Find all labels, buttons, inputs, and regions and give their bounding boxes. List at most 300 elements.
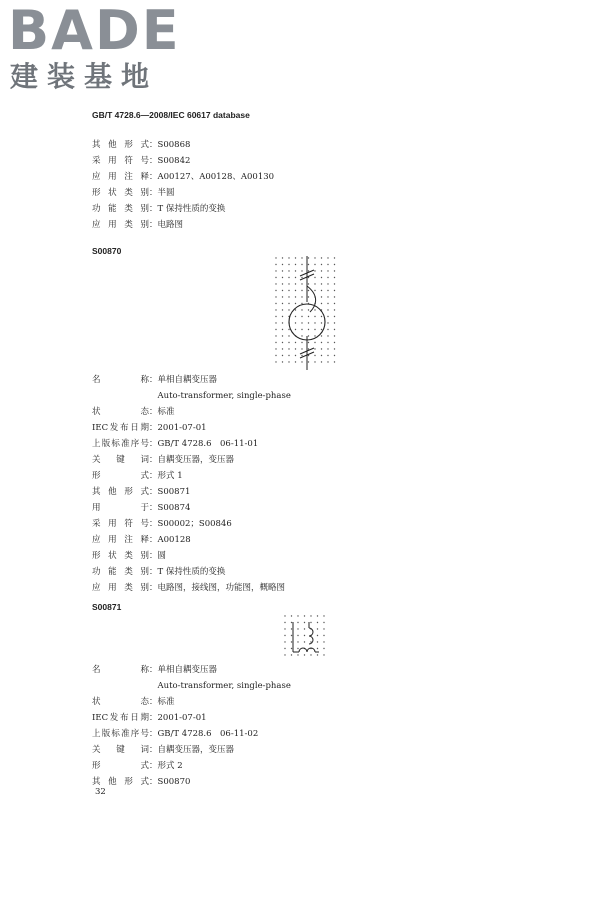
field-row xyxy=(92,404,291,420)
field-label: 应用注释 xyxy=(92,535,149,545)
grid-dot xyxy=(288,296,289,297)
grid-dot xyxy=(314,342,315,343)
grid-dot xyxy=(295,329,296,330)
grid-dot xyxy=(275,270,276,271)
grid-dot xyxy=(301,277,302,278)
grid-dot xyxy=(321,270,322,271)
grid-dot xyxy=(323,615,324,616)
field-value: 形式 2 xyxy=(157,761,183,771)
grid-dot xyxy=(288,290,289,291)
grid-dot xyxy=(317,615,318,616)
field-colon: ： xyxy=(149,697,158,707)
grid-dot xyxy=(284,635,285,636)
field-row xyxy=(92,137,274,153)
grid-dot xyxy=(321,283,322,284)
field-row xyxy=(92,185,274,201)
field-label: 名称 xyxy=(92,375,149,385)
grid-dot xyxy=(310,641,311,642)
field-label: 采用符号 xyxy=(92,519,149,529)
grid-dot xyxy=(282,257,283,258)
grid-dot xyxy=(282,316,283,317)
autotransformer-coil-symbol xyxy=(283,614,329,660)
grid-dot xyxy=(275,329,276,330)
grid-dot xyxy=(295,309,296,310)
grid-dot xyxy=(308,348,309,349)
grid-dot xyxy=(323,641,324,642)
grid-dot xyxy=(308,257,309,258)
field-value: GB/T 4728.6 06-11-02 xyxy=(157,729,259,739)
grid-dot xyxy=(301,342,302,343)
grid-dot xyxy=(275,348,276,349)
grid-dot xyxy=(314,361,315,362)
field-label: 关键词 xyxy=(92,745,149,755)
field-colon xyxy=(149,388,158,404)
grid-dot xyxy=(282,348,283,349)
field-row xyxy=(92,532,291,548)
grid-dot xyxy=(275,290,276,291)
field-value: 圆 xyxy=(157,551,167,561)
grid-dot xyxy=(295,296,296,297)
field-row xyxy=(92,452,291,468)
logo xyxy=(8,0,181,99)
field-label: 上版标准序号 xyxy=(92,729,149,739)
field-colon: ： xyxy=(149,188,158,198)
grid-dot xyxy=(275,277,276,278)
grid-dot xyxy=(308,290,309,291)
field-colon: ： xyxy=(149,140,158,150)
grid-dot xyxy=(334,342,335,343)
grid-dot xyxy=(288,283,289,284)
grid-dot xyxy=(327,348,328,349)
grid-dot xyxy=(297,615,298,616)
grid-dot xyxy=(282,342,283,343)
grid-dot xyxy=(288,257,289,258)
grid-dot xyxy=(314,329,315,330)
field-value: 2001-07-01 xyxy=(157,423,207,433)
grid-dot xyxy=(275,303,276,304)
grid-dot xyxy=(321,322,322,323)
grid-dot xyxy=(297,648,298,649)
grid-dot xyxy=(288,329,289,330)
grid-dot xyxy=(323,622,324,623)
grid-dot xyxy=(301,257,302,258)
grid-dot xyxy=(314,322,315,323)
grid-dot xyxy=(284,615,285,616)
grid-dot xyxy=(301,322,302,323)
grid-dot xyxy=(321,316,322,317)
field-list-top xyxy=(92,137,274,233)
grid-dot xyxy=(308,270,309,271)
grid-dot xyxy=(314,335,315,336)
grid-dot xyxy=(308,316,309,317)
grid-dot xyxy=(288,355,289,356)
field-colon: ： xyxy=(149,471,158,481)
grid-dot xyxy=(284,628,285,629)
grid-dot xyxy=(327,257,328,258)
grid-dot xyxy=(282,335,283,336)
field-row xyxy=(92,217,274,233)
grid-dot xyxy=(321,257,322,258)
grid-dot xyxy=(334,290,335,291)
field-colon: ： xyxy=(149,519,158,529)
grid-dot xyxy=(327,329,328,330)
field-label: 用于 xyxy=(92,503,149,513)
logo-subtitle: 建装基地 xyxy=(10,60,159,93)
grid-dot xyxy=(334,264,335,265)
field-row xyxy=(92,468,291,484)
grid-dot xyxy=(275,309,276,310)
field-label: 形状类别 xyxy=(92,551,149,561)
grid-dot xyxy=(288,309,289,310)
field-row xyxy=(92,153,274,169)
field-value: S00002；S00846 xyxy=(157,519,232,529)
grid-dot xyxy=(308,342,309,343)
field-row xyxy=(92,726,291,742)
grid-dot xyxy=(321,355,322,356)
grid-dot xyxy=(301,355,302,356)
grid-dot xyxy=(321,296,322,297)
field-value: 半圆 xyxy=(157,188,175,198)
grid-dot xyxy=(284,648,285,649)
grid-dot xyxy=(295,322,296,323)
field-row xyxy=(92,484,291,500)
grid-dot xyxy=(301,361,302,362)
grid-dot xyxy=(334,335,335,336)
field-row xyxy=(92,548,291,564)
field-row xyxy=(92,710,291,726)
field-row xyxy=(92,169,274,185)
grid-dot xyxy=(327,270,328,271)
field-colon: ： xyxy=(149,761,158,771)
grid-dot xyxy=(308,309,309,310)
grid-dot xyxy=(327,361,328,362)
grid-dot xyxy=(327,277,328,278)
grid-dot xyxy=(288,342,289,343)
grid-dot xyxy=(314,283,315,284)
grid-dot xyxy=(282,290,283,291)
grid-dot xyxy=(301,335,302,336)
grid-dot xyxy=(275,296,276,297)
grid-dot xyxy=(327,309,328,310)
grid-dot xyxy=(317,641,318,642)
field-value: 自耦变压器，变压器 xyxy=(157,455,235,465)
grid-dot xyxy=(301,316,302,317)
grid-dot xyxy=(301,309,302,310)
grid-dot xyxy=(308,322,309,323)
field-value: A00127、A00128、A00130 xyxy=(157,172,275,182)
grid-dot xyxy=(334,277,335,278)
grid-dot xyxy=(308,264,309,265)
grid-dot xyxy=(288,277,289,278)
grid-dot xyxy=(334,348,335,349)
standard-header: GB/T 4728.6—2008/IEC 60617 database xyxy=(92,110,250,120)
field-colon: ： xyxy=(149,745,158,755)
field-label: 功能类别 xyxy=(92,567,149,577)
field-colon: ： xyxy=(149,713,158,723)
field-value: 标准 xyxy=(157,407,175,417)
field-colon: ： xyxy=(149,665,158,675)
grid-dot xyxy=(327,342,328,343)
field-colon: ： xyxy=(149,156,158,166)
grid-dot xyxy=(275,335,276,336)
field-label: 状态 xyxy=(92,407,149,417)
grid-dot xyxy=(275,361,276,362)
entry-code-s00871: S00871 xyxy=(92,602,122,612)
grid-dot xyxy=(295,355,296,356)
field-label: 其他形式 xyxy=(92,487,149,497)
grid-dot xyxy=(314,257,315,258)
grid-dot xyxy=(304,654,305,655)
grid-dot xyxy=(295,270,296,271)
grid-dot xyxy=(308,335,309,336)
field-row xyxy=(92,678,291,694)
field-colon: ： xyxy=(149,535,158,545)
field-row xyxy=(92,580,291,596)
grid-dot xyxy=(314,290,315,291)
field-value: 电路图 xyxy=(157,220,184,230)
grid-dot xyxy=(282,270,283,271)
grid-dot xyxy=(314,277,315,278)
grid-dot xyxy=(275,342,276,343)
autotransformer-circle-symbol xyxy=(274,256,340,370)
field-label: 采用符号 xyxy=(92,156,149,166)
field-value: S00870 xyxy=(157,777,191,787)
grid-dot xyxy=(288,303,289,304)
grid-dot xyxy=(310,622,311,623)
grid-dot xyxy=(275,355,276,356)
field-label: 应用类别 xyxy=(92,220,149,230)
field-value: S00874 xyxy=(157,503,191,513)
grid-dot xyxy=(295,316,296,317)
field-value: 自耦变压器，变压器 xyxy=(157,745,235,755)
field-row xyxy=(92,436,291,452)
grid-dot xyxy=(321,290,322,291)
grid-dot xyxy=(327,296,328,297)
grid-dot xyxy=(334,309,335,310)
grid-dot xyxy=(284,641,285,642)
grid-dot xyxy=(291,648,292,649)
field-value: T 保持性质的变换 xyxy=(157,204,226,214)
field-row xyxy=(92,201,274,217)
field-label: 其他形式 xyxy=(92,777,149,787)
field-value: 形式 1 xyxy=(157,471,183,481)
grid-dot xyxy=(314,355,315,356)
grid-dot xyxy=(327,322,328,323)
grid-dot xyxy=(282,355,283,356)
field-row xyxy=(92,662,291,678)
field-colon: ： xyxy=(149,220,158,230)
field-label: 名称 xyxy=(92,665,149,675)
grid-dot xyxy=(301,296,302,297)
field-colon: ： xyxy=(149,503,158,513)
field-label: 其他形式 xyxy=(92,140,149,150)
field-colon: ： xyxy=(149,439,158,449)
grid-dot xyxy=(301,348,302,349)
grid-dot xyxy=(297,635,298,636)
grid-dot xyxy=(310,654,311,655)
field-value: 标准 xyxy=(157,697,175,707)
grid-dot xyxy=(282,277,283,278)
grid-dot xyxy=(323,654,324,655)
grid-dot xyxy=(317,648,318,649)
grid-dot xyxy=(304,628,305,629)
grid-dot xyxy=(288,270,289,271)
field-label: 形式 xyxy=(92,471,149,481)
field-value: S00871 xyxy=(157,487,191,497)
field-colon xyxy=(149,678,158,694)
field-row xyxy=(92,694,291,710)
grid-dot xyxy=(321,342,322,343)
grid-dot xyxy=(334,303,335,304)
grid-dot xyxy=(334,283,335,284)
field-value: 单相自耦变压器 xyxy=(157,665,218,675)
grid-dot xyxy=(291,615,292,616)
field-label: 形式 xyxy=(92,761,149,771)
grid-dot xyxy=(323,628,324,629)
grid-dot xyxy=(275,322,276,323)
grid-dot xyxy=(327,264,328,265)
field-row xyxy=(92,420,291,436)
field-colon: ： xyxy=(149,777,158,787)
grid-dot xyxy=(327,316,328,317)
grid-dot xyxy=(304,615,305,616)
grid-dot xyxy=(321,303,322,304)
grid-dot xyxy=(323,648,324,649)
grid-dot xyxy=(334,322,335,323)
grid-dot xyxy=(275,283,276,284)
field-value: 单相自耦变压器 xyxy=(157,375,218,385)
grid-dot xyxy=(291,628,292,629)
grid-dot xyxy=(327,335,328,336)
field-value: S00868 xyxy=(157,140,191,150)
field-colon: ： xyxy=(149,172,158,182)
grid-dot xyxy=(334,329,335,330)
field-label: 关键词 xyxy=(92,455,149,465)
grid-dot xyxy=(282,361,283,362)
field-colon: ： xyxy=(149,423,158,433)
grid-dot xyxy=(317,635,318,636)
grid-dot xyxy=(288,348,289,349)
field-row xyxy=(92,774,291,790)
grid-dot xyxy=(317,654,318,655)
grid-dot xyxy=(321,277,322,278)
grid-dot xyxy=(321,329,322,330)
grid-dot xyxy=(327,355,328,356)
grid-dot xyxy=(275,316,276,317)
grid-dot xyxy=(295,257,296,258)
grid-dot xyxy=(295,277,296,278)
grid-dot xyxy=(334,257,335,258)
grid-dot xyxy=(275,264,276,265)
grid-dot xyxy=(334,361,335,362)
grid-dot xyxy=(308,296,309,297)
grid-dot xyxy=(282,329,283,330)
grid-dot xyxy=(295,264,296,265)
grid-dot xyxy=(317,628,318,629)
field-label: IEC发布日期 xyxy=(92,423,149,433)
grid-dot xyxy=(308,283,309,284)
grid-dot xyxy=(301,290,302,291)
grid-dot xyxy=(282,303,283,304)
grid-dot xyxy=(314,270,315,271)
field-label: 应用注释 xyxy=(92,172,149,182)
field-value: 2001-07-01 xyxy=(157,713,207,723)
grid-dot xyxy=(291,641,292,642)
grid-dot xyxy=(314,348,315,349)
field-label: 状态 xyxy=(92,697,149,707)
grid-dot xyxy=(327,303,328,304)
field-colon: ： xyxy=(149,455,158,465)
field-list-s00870 xyxy=(92,372,291,596)
grid-dot xyxy=(301,264,302,265)
grid-dot xyxy=(288,264,289,265)
entry-code-s00870: S00870 xyxy=(92,246,122,256)
grid-dot xyxy=(301,270,302,271)
grid-dot xyxy=(295,348,296,349)
grid-dot xyxy=(282,264,283,265)
grid-dot xyxy=(321,361,322,362)
grid-dot xyxy=(304,641,305,642)
field-row xyxy=(92,564,291,580)
grid-dot xyxy=(327,290,328,291)
field-row xyxy=(92,758,291,774)
grid-dot xyxy=(284,622,285,623)
field-colon: ： xyxy=(149,407,158,417)
field-row xyxy=(92,388,291,404)
field-row xyxy=(92,500,291,516)
field-value: Auto-transformer, single-phase xyxy=(157,681,291,691)
field-row xyxy=(92,742,291,758)
field-colon: ： xyxy=(149,204,158,214)
grid-dot xyxy=(297,641,298,642)
field-list-s00871 xyxy=(92,662,291,790)
grid-dot xyxy=(297,622,298,623)
grid-dot xyxy=(301,329,302,330)
field-row xyxy=(92,516,291,532)
field-label: 形状类别 xyxy=(92,188,149,198)
grid-dot xyxy=(288,361,289,362)
logo-brand: BADE xyxy=(8,0,181,62)
grid-dot xyxy=(297,654,298,655)
grid-dot xyxy=(310,615,311,616)
grid-dot xyxy=(314,309,315,310)
grid-dot xyxy=(308,329,309,330)
field-value: Auto-transformer, single-phase xyxy=(157,391,291,401)
grid-dot xyxy=(334,316,335,317)
grid-dot xyxy=(295,342,296,343)
grid-dot xyxy=(282,283,283,284)
field-value: A00128 xyxy=(157,535,191,545)
field-colon: ： xyxy=(149,729,158,739)
grid-dot xyxy=(282,309,283,310)
grid-dot xyxy=(301,283,302,284)
field-value: S00842 xyxy=(157,156,191,166)
grid-dot xyxy=(291,654,292,655)
grid-dot xyxy=(321,264,322,265)
field-colon: ： xyxy=(149,583,158,593)
field-colon: ： xyxy=(149,487,158,497)
grid-dot xyxy=(321,348,322,349)
field-label: 功能类别 xyxy=(92,204,149,214)
grid-dot xyxy=(304,635,305,636)
grid-dot xyxy=(304,622,305,623)
grid-dot xyxy=(301,303,302,304)
grid-dot xyxy=(314,316,315,317)
field-value: T 保持性质的变换 xyxy=(157,567,226,577)
grid-dot xyxy=(284,654,285,655)
grid-dot xyxy=(327,283,328,284)
grid-dot xyxy=(282,322,283,323)
